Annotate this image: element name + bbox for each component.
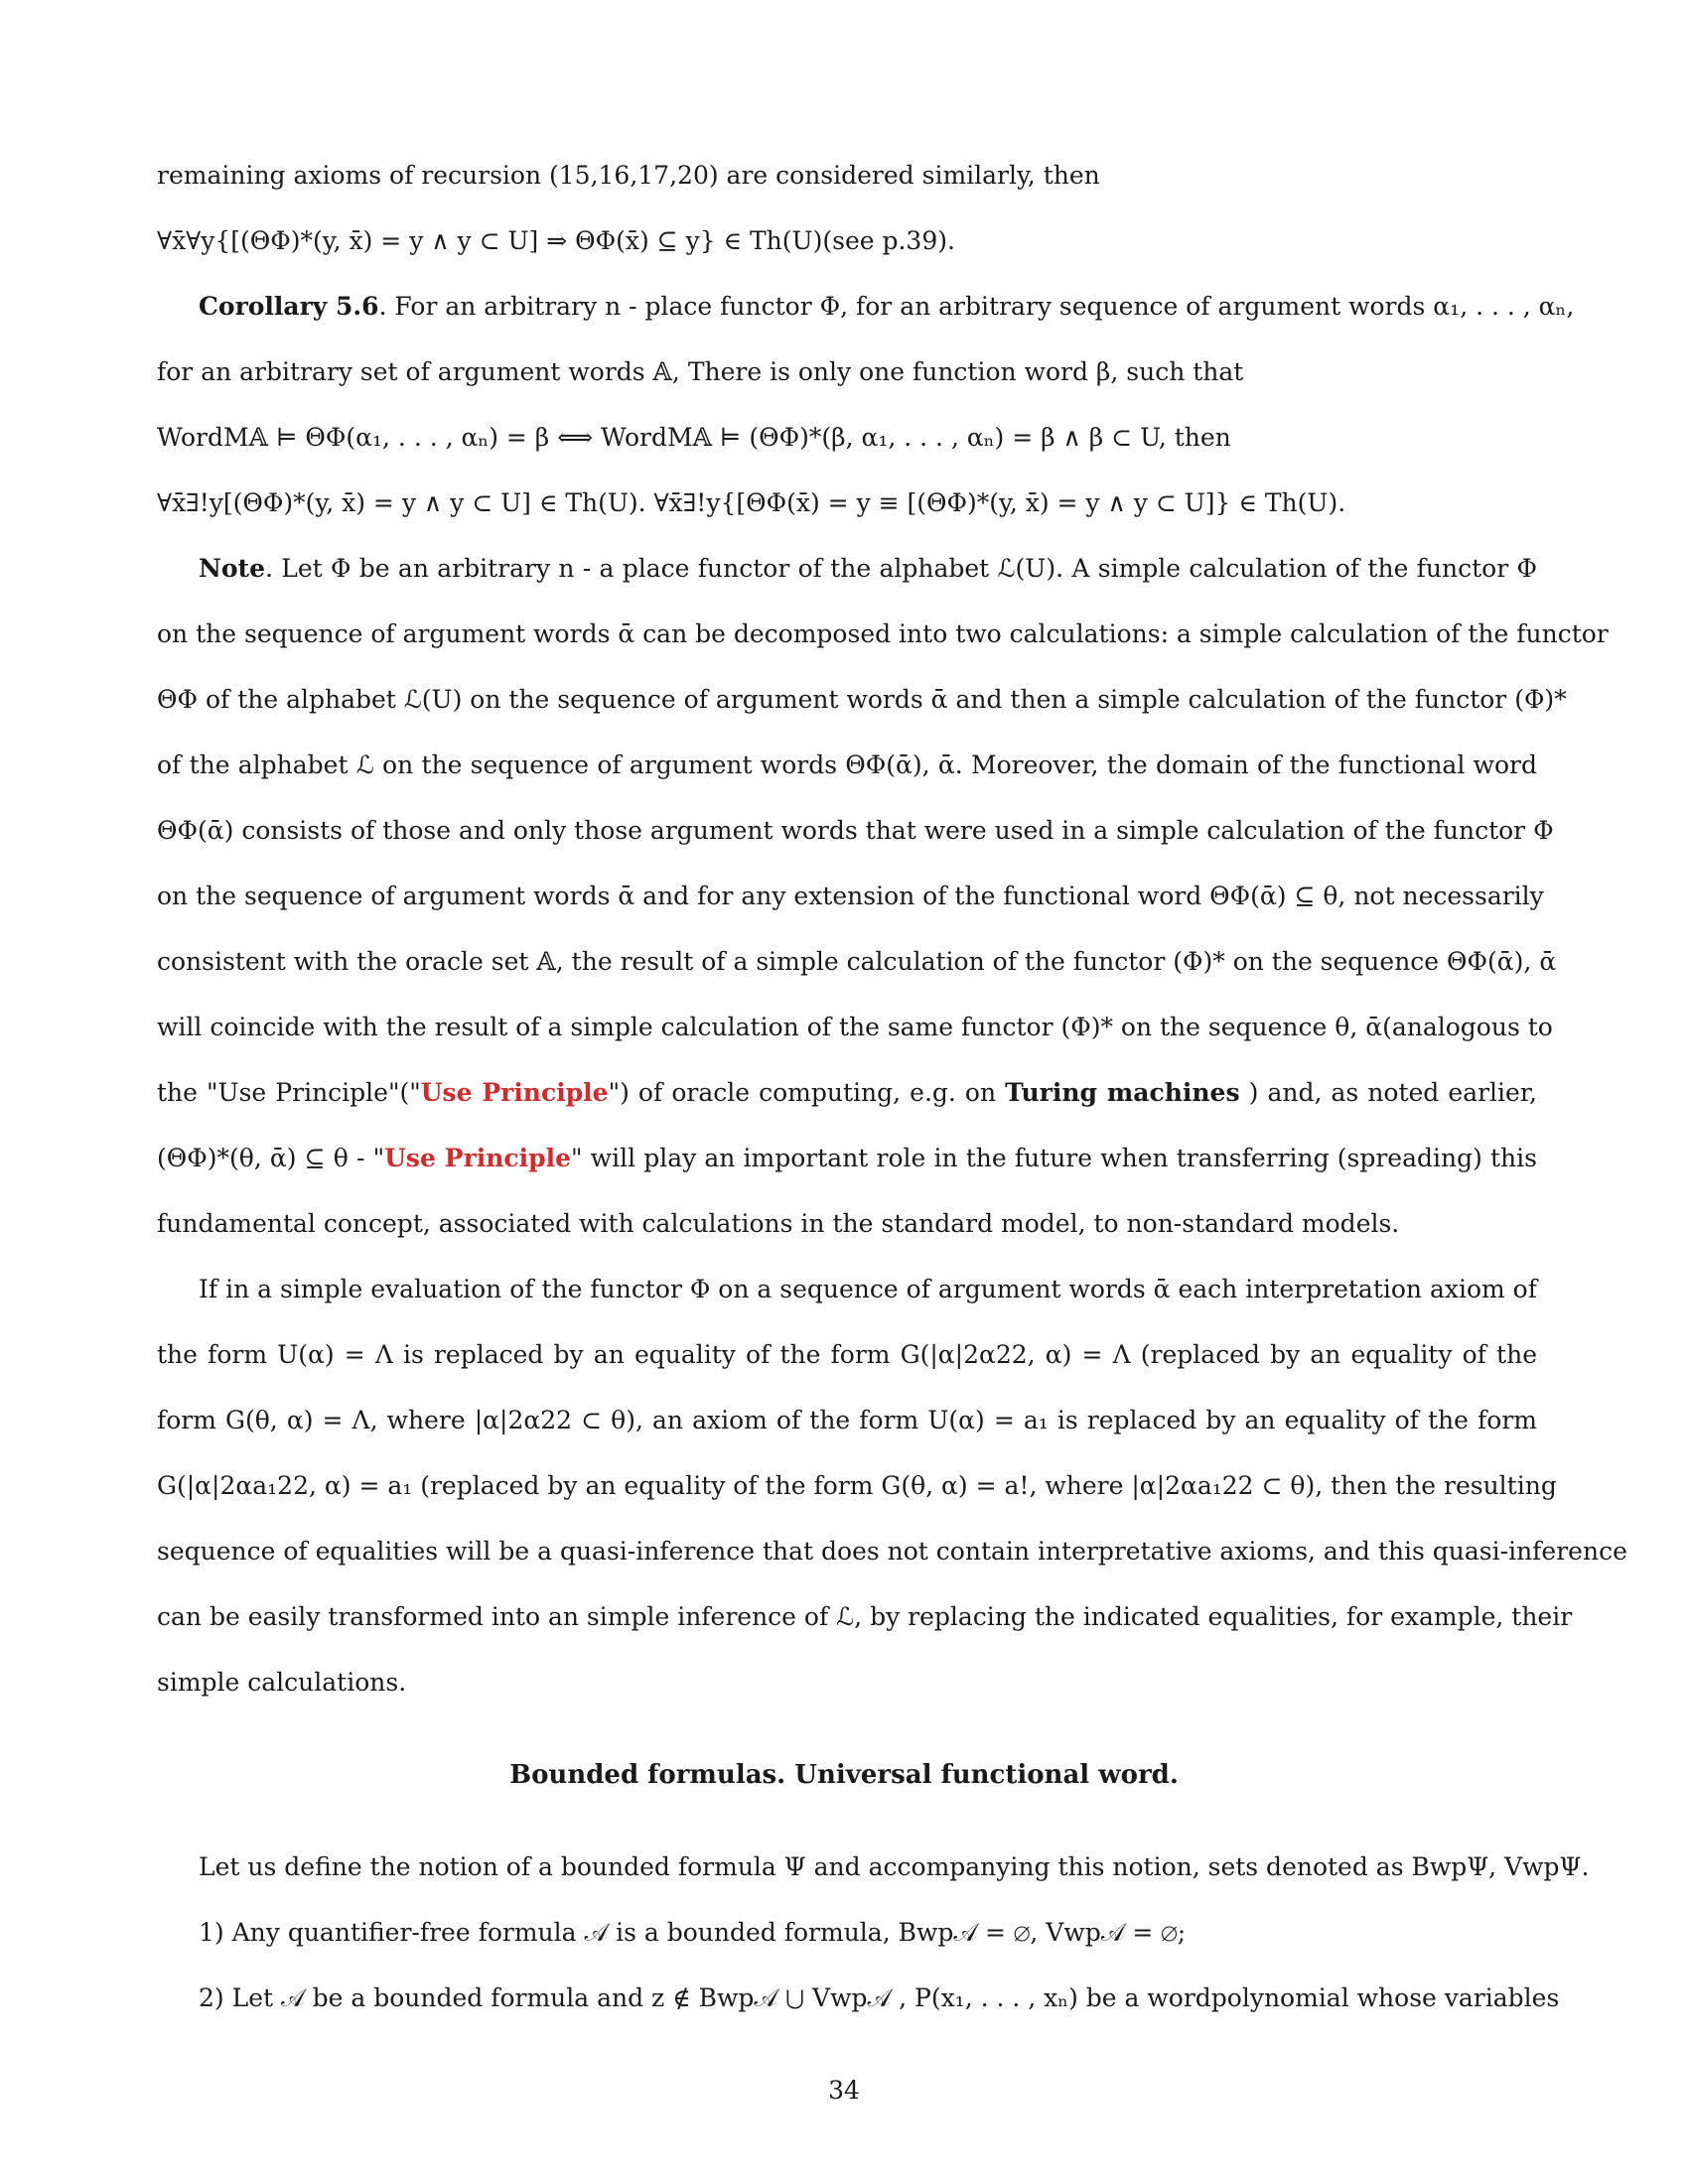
formula-line: ∀x̄∃!y[(ΘΦ)*(y, x̄) = y ∧ y ⊂ U] ∈ Th(U). ∀x̄∃!y{[ΘΦ(x̄) = y ≡ [(ΘΦ)*(y, x̄) = y ∧ y ⊂ U]} ∈ Th(U). [157,488,1346,517]
list-item: 2) Let 𝒜 be a bounded formula and z ∉ Bwp𝒜 ⋃ Vwp𝒜 , P(x₁, . . . , xₙ) be a wordpolynomial whose variables [199,1983,1560,2012]
page-number: 34 [828,2076,860,2105]
paragraph-line: consistent with the oracle set 𝔸, the result of a simple calculation of the functor (Φ)* on the sequence ΘΦ(ᾱ), ᾱ [157,947,1557,976]
paragraph-line: If in a simple evaluation of the functor Φ on a sequence of argument words ᾱ each interpretation axiom of [199,1275,1537,1303]
paragraph-line: remaining axioms of recursion (15,16,17,20) are considered similarly, then [157,161,1100,190]
paragraph-line: Let us define the notion of a bounded formula Ψ and accompanying this notion, sets denoted as BwpΨ, VwpΨ. [199,1852,1590,1881]
paragraph-line: can be easily transformed into an simple inference of ℒ, by replacing the indicated equalities, for example, their [157,1602,1573,1631]
text-span: the "Use Principle"(" [157,1078,421,1107]
section-heading: Bounded formulas. Universal functional word. [509,1760,1179,1790]
text-span: (ΘΦ)*(θ, ᾱ) ⊆ θ - " [157,1144,385,1172]
note-text: . Let Φ be an arbitrary n - a place functor of the alphabet ℒ(U). A simple calculation of the functor Φ [264,554,1537,583]
paragraph-line: will coincide with the result of a simple calculation of the same functor (Φ)* on the sequence θ, ᾱ(analogous to [157,1013,1553,1041]
paragraph-line: form G(θ, α) = Λ, where |α|2α22 ⊂ θ), an axiom of the form U(α) = a₁ is replaced by an equality of the form [157,1406,1537,1434]
text-span: ") of oracle computing, e.g. on [608,1078,1006,1107]
paragraph-line [157,1139,1537,1178]
paragraph-line: ΘΦ(ᾱ) consists of those and only those argument words that were used in a simple calculation of the functor Φ [157,816,1554,845]
formula-line: ∀x̄∀y{[(ΘΦ)*(y, x̄) = y ∧ y ⊂ U] ⇒ ΘΦ(x̄) ⊆ y} ∈ Th(U)(see p.39). [157,226,955,255]
use-principle-link[interactable]: Use Principle [420,1078,609,1107]
text-span: ) and, as noted earlier, [1239,1078,1537,1107]
text-span: " will play an important role in the future when transferring (spreading) this [571,1144,1537,1172]
paragraph-line: of the alphabet ℒ on the sequence of argument words ΘΦ(ᾱ), ᾱ. Moreover, the domain of the functional word [157,751,1537,779]
paragraph-line: fundamental concept, associated with calculations in the standard model, to non-standard models. [157,1209,1400,1238]
paragraph-line: the form U(α) = Λ is replaced by an equality of the form G(|α|2α22, α) = Λ (replaced by an equality of the [157,1340,1537,1369]
list-item: 1) Any quantifier-free formula 𝒜 is a bounded formula, Bwp𝒜 = ∅, Vwp𝒜 = ∅; [199,1918,1187,1947]
corollary-text: . For an arbitrary n - place functor Φ, for an arbitrary sequence of argument words α₁, . . . , αₙ, [378,292,1575,321]
note-line [199,549,1537,589]
paragraph-line: on the sequence of argument words ᾱ can be decomposed into two calculations: a simple calculation of the functor [157,619,1609,648]
formula-line: WordM𝔸 ⊨ ΘΦ(α₁, . . . , αₙ) = β ⟺ WordM𝔸 ⊨ (ΘΦ)*(β, α₁, . . . , αₙ) = β ∧ β ⊂ U, then [157,423,1231,452]
corollary-label: Corollary 5.6 [199,292,379,321]
paragraph-line: ΘΦ of the alphabet ℒ(U) on the sequence of argument words ᾱ and then a simple calculation of the functor (Φ)* [157,685,1567,714]
note-label: Note [199,554,265,583]
turing-machines-link[interactable]: Turing machines [1005,1078,1240,1107]
paragraph-line: G(|α|2αa₁22, α) = a₁ (replaced by an equality of the form G(θ, α) = a!, where |α|2αa₁22 ⊂ θ), then the resulting [157,1471,1557,1500]
paragraph-line: sequence of equalities will be a quasi-inference that does not contain interpretative axioms, and this quasi-inference [157,1537,1627,1566]
use-principle-link[interactable]: Use Principle [384,1144,572,1172]
paragraph-line: on the sequence of argument words ᾱ and for any extension of the functional word ΘΦ(ᾱ) ⊆ θ, not necessarily [157,882,1544,910]
corollary-line [199,287,1575,327]
paragraph-line: simple calculations. [157,1668,407,1697]
paragraph-line: for an arbitrary set of argument words 𝔸, There is only one function word β, such that [157,357,1244,386]
paragraph-line [157,1073,1537,1113]
